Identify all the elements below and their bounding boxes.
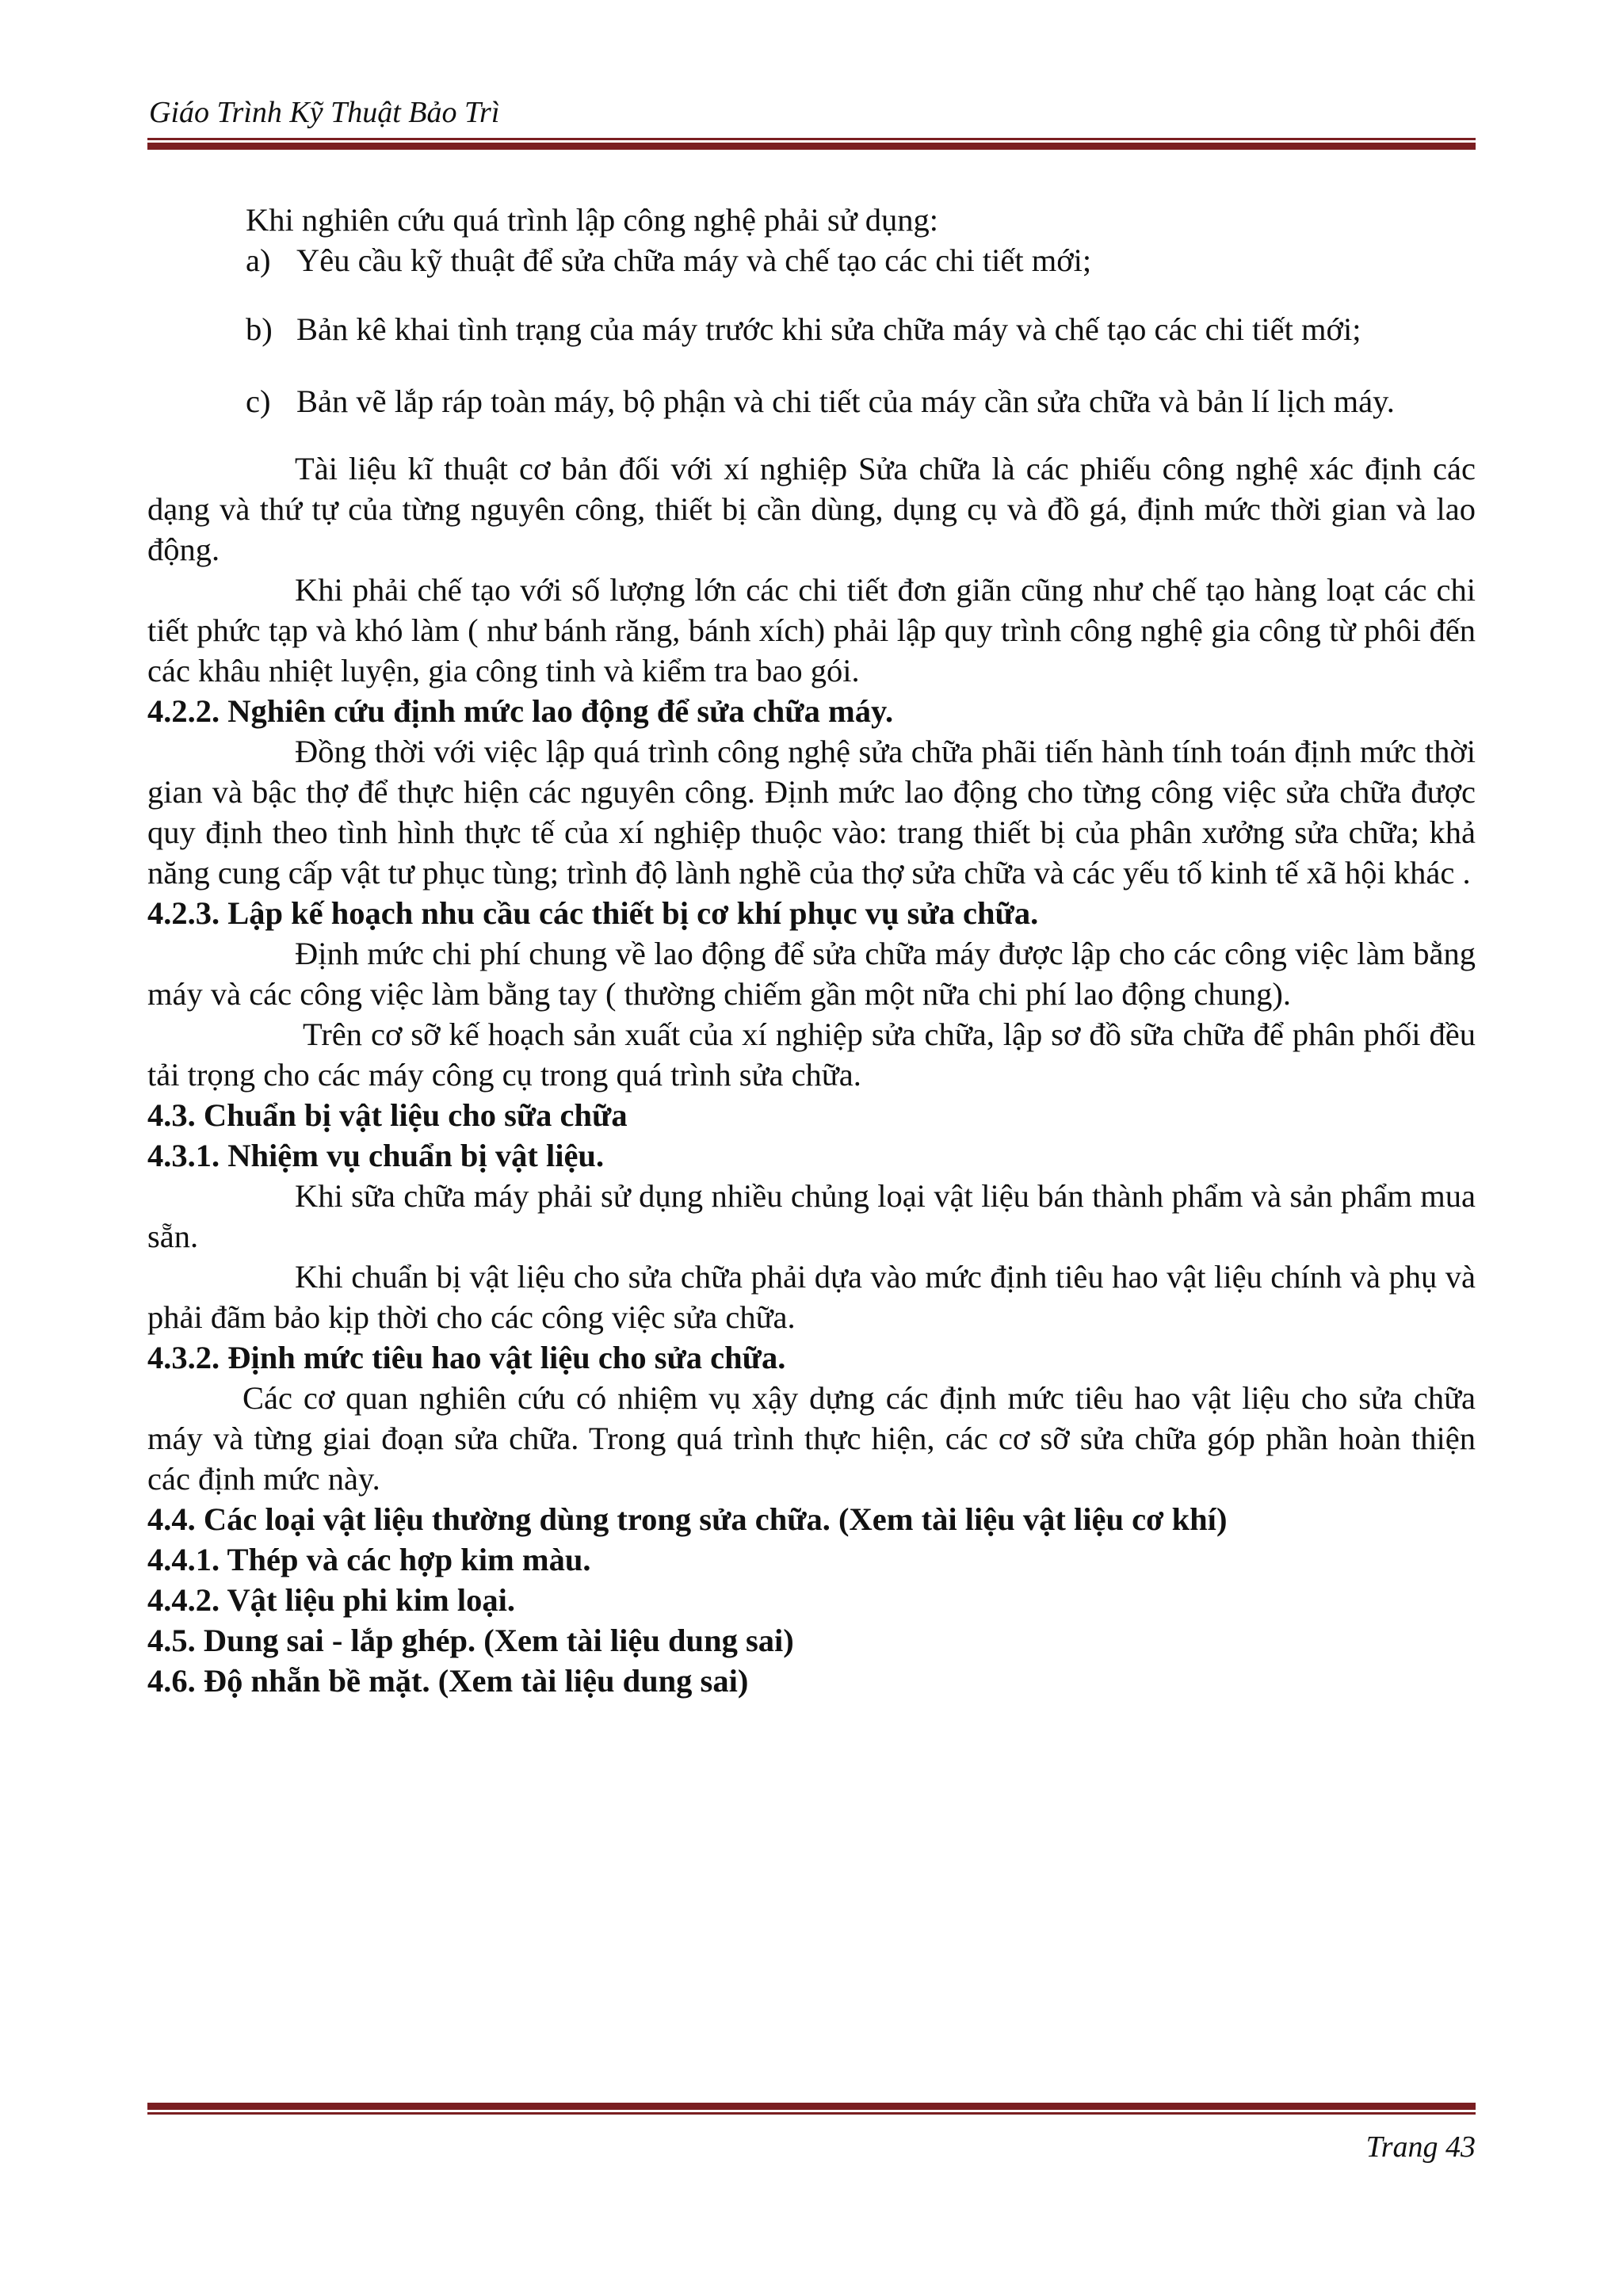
list-text: Bản vẽ lắp ráp toàn máy, bộ phận và chi tiết của máy cần sửa chữa và bản lí lịch máy. (296, 383, 1395, 419)
page-body (147, 200, 1476, 1701)
heading-4-3-2: 4.3.2. Định mức tiêu hao vật liệu cho sửa chữa. (147, 1340, 786, 1375)
list-item-c (246, 381, 1476, 421)
heading-4-4-2: 4.4.2. Vật liệu phi kim loại. (147, 1582, 515, 1618)
list-marker: a) (246, 242, 271, 278)
paragraph-mass-production: Khi phải chế tạo với số lượng lớn các chi tiết đơn giãn cũng như chế tạo hàng loạt các chi tiết phức tạp và khó làm ( như bánh răng, bánh xích) phải lập quy trình công nghệ gia công từ phôi đến các khâu nhiệt luyện, gia công tinh và kiểm tra bao gói. (147, 572, 1476, 688)
heading-4-2-3: 4.2.3. Lập kế hoạch nhu cầu các thiết bị cơ khí phục vụ sửa chữa. (147, 895, 1039, 931)
heading-4-6: 4.6. Độ nhẵn bề mặt. (Xem tài liệu dung sai) (147, 1663, 749, 1699)
list-text: Bản kê khai tình trạng của máy trước khi sửa chữa máy và chế tạo các chi tiết mới; (296, 311, 1361, 347)
list-item-b (246, 309, 1476, 349)
list-intro: Khi nghiên cứu quá trình lập công nghệ phải sử dụng: (246, 202, 938, 238)
heading-4-4-1: 4.4.1. Thép và các hợp kim màu. (147, 1542, 591, 1577)
paragraph-cost-norms: Định mức chi phí chung về lao động để sửa chữa máy được lập cho các công việc làm bằng máy và các công việc làm bằng tay ( thường chiếm gần một nữa chi phí lao động chung). (147, 936, 1476, 1012)
paragraph-production-plan: Trên cơ sỡ kế hoạch sản xuất của xí nghiệp sửa chữa, lập sơ đồ sữa chữa để phân phối đều tải trọng cho các máy công cụ trong quá trình sửa chữa. (147, 1016, 1476, 1093)
paragraph-consumption-norms: Các cơ quan nghiên cứu có nhiệm vụ xậy dựng các định mức tiêu hao vật liệu cho sửa chữa máy và từng giai đoạn sửa chữa. Trong quá trình thực hiện, các cơ sỡ sửa chữa góp phần hoàn thiện các định mức này. (147, 1380, 1476, 1497)
list-marker: c) (246, 383, 271, 419)
heading-4-2-2: 4.2.2. Nghiên cứu định mức lao động để sửa chữa máy. (147, 693, 894, 729)
page-header-title: Giáo Trình Kỹ Thuật Bảo Trì (149, 96, 500, 129)
page-number: Trang 43 (1365, 2130, 1476, 2164)
list-marker: b) (246, 311, 273, 347)
heading-4-3: 4.3. Chuẩn bị vật liệu cho sữa chữa (147, 1097, 628, 1133)
list-text: Yêu cầu kỹ thuật để sửa chữa máy và chế tạo các chi tiết mới; (296, 242, 1092, 278)
heading-4-5: 4.5. Dung sai - lắp ghép. (Xem tài liệu dung sai) (147, 1623, 794, 1658)
paragraph-material-prep: Khi chuẩn bị vật liệu cho sửa chữa phải dựa vào mức định tiêu hao vật liệu chính và phụ và phải đãm bảo kịp thời cho các công việc sửa chữa. (147, 1259, 1476, 1335)
heading-4-4: 4.4. Các loại vật liệu thường dùng trong sửa chữa. (Xem tài liệu vật liệu cơ khí) (147, 1501, 1228, 1537)
paragraph-technical-docs: Tài liệu kĩ thuật cơ bản đối với xí nghiệp Sửa chữa là các phiếu công nghệ xác định các dạng và thứ tự của từng nguyên công, thiết bị cần dùng, dụng cụ và đồ gá, định mức thời gian và lao động. (147, 451, 1476, 567)
list-item-a (246, 240, 1476, 280)
header-divider (147, 138, 1476, 150)
paragraph-labor-norms: Đồng thời với việc lập quá trình công nghệ sửa chữa phãi tiến hành tính toán định mức thời gian và bậc thợ để thực hiện các nguyên công. Định mức lao động cho từng công việc sửa chữa được quy định theo tình hình thực tế của xí nghiệp thuộc vào: trang thiết bị của phân xưởng sửa chữa; khả năng cung cấp vật tư phục tùng; trình độ lành nghề của thợ sửa chữa và các yếu tố kinh tế xã hội khác . (147, 734, 1476, 891)
footer-divider (147, 2103, 1476, 2115)
heading-4-3-1: 4.3.1. Nhiệm vụ chuẩn bị vật liệu. (147, 1138, 605, 1173)
paragraph-material-types: Khi sữa chữa máy phải sử dụng nhiều chủng loại vật liệu bán thành phẩm và sản phẩm mua sẵn. (147, 1178, 1476, 1254)
